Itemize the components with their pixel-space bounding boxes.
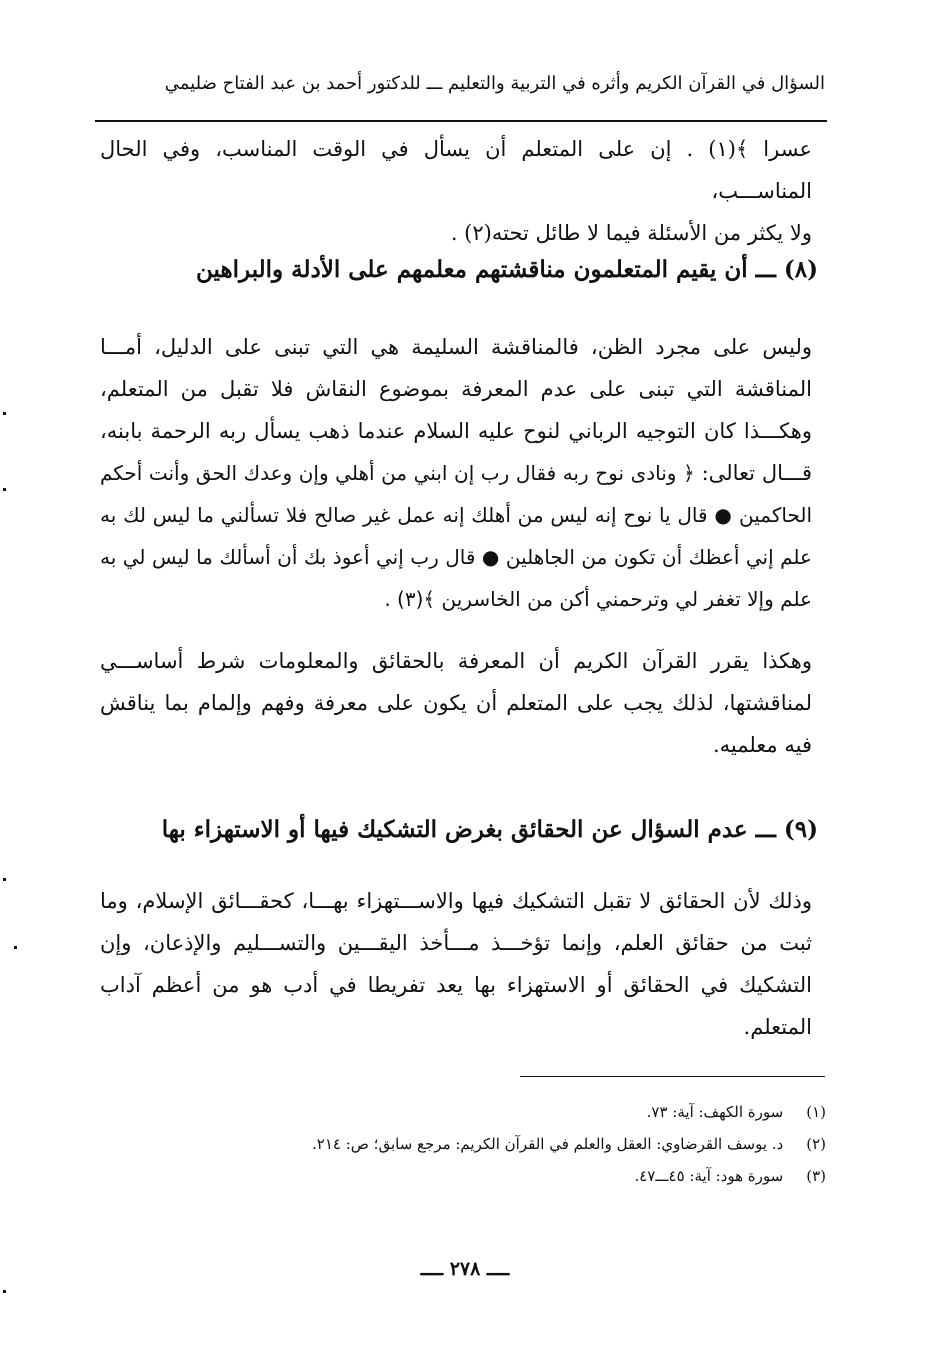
page-number: ــــ ٢٧٨ ــــ xyxy=(420,1258,510,1280)
footnote-text: د. يوسف القرضاوي: العقل والعلم في القرآن الكريم: مرجع سابق؛ ص: ٢١٤. xyxy=(312,1135,784,1153)
section-9-heading: (٩) ـــ عدم السؤال عن الحقائق بغرض التشكيك فيها أو الاستهزاء بها xyxy=(161,816,818,843)
scan-speck xyxy=(14,946,17,949)
scan-speck xyxy=(3,878,6,881)
continuation-line-2: ولا يكثر من الأسئلة فيما لا طائل تحته(٢) . xyxy=(450,221,812,245)
footnote-1 xyxy=(160,1096,826,1128)
scan-speck xyxy=(3,412,6,415)
footnote-number: (٣) xyxy=(806,1167,826,1185)
footnote-rule xyxy=(520,1076,825,1077)
section-8-text-1: وليس على مجرد الظن، فالمناقشة السليمة هي التي تبنى على الدليل، أمـــا المناقشة التي تبنى على عدم المعرفة بموضوع النقاش فلا تقبل من المتعلم، وهكـــذا كان التوجيه الرباني لنوح عليه السلام عندما ذهب يسأل ربه الرحمة بابنه، قـــال تعالى: xyxy=(100,335,812,485)
quran-verse: ﴿ ونادى نوح ربه فقال رب إن ابني من أهلي وإن وعدك الحق وأنت أحكم الحاكمين ● قال يا نوح إنه ليس من أهلك إنه عمل غير صالح فلا تسألني ما ليس لك به علم إني أعظك أن تكون من الجاهلين ● قال رب إني أعوذ بك أن أسألك ما ليس لي به علم وإلا تغفر لي وترحمني أكن من الخاسرين ﴾(٣) . xyxy=(100,461,812,611)
footnote-number: (١) xyxy=(806,1103,826,1121)
footnotes xyxy=(160,1096,826,1192)
section-8-conclusion: وهكذا يقرر القرآن الكريم أن المعرفة بالحقائق والمعلومات شرط أساســـي لمناقشتها، لذلك يجب على المتعلم أن يكون على معرفة وفهم وإلمام بما يناقش فيه معلميه. xyxy=(100,649,812,757)
footnote-text: سورة الكهف: آية: ٧٣. xyxy=(646,1103,784,1121)
continuation-line-1: عسرا ﴾(١) . إن على المتعلم أن يسأل في الوقت المناسب، وفي الحال المناســـب، xyxy=(100,137,812,203)
scan-speck xyxy=(3,488,6,491)
footnote-number: (٢) xyxy=(806,1135,826,1153)
section-8-body xyxy=(100,326,812,620)
running-header: السؤال في القرآن الكريم وأثره في التربية والتعليم ـــ للدكتور أحمد بن عبد الفتاح ضليمي xyxy=(164,73,825,94)
section-9-body: وذلك لأن الحقائق لا تقبل التشكيك فيها والاســـتهزاء بهـــا، كحقـــائق الإسلام، وما ثبت من حقائق العلم، وإنما تؤخـــذ مـــأخذ اليقـــين والتســـليم والإذعان، وإن التشكيك في الحقائق أو الاستهزاء بها يعد تفريطا في أدب هو من أعظم آداب المتعلم. xyxy=(100,889,813,1039)
footnote-3 xyxy=(160,1160,826,1192)
continuation-paragraph xyxy=(100,128,812,254)
footnote-2 xyxy=(160,1128,826,1160)
header-rule xyxy=(95,120,827,122)
scan-speck xyxy=(3,1290,6,1293)
footnote-text: سورة هود: آية: ٤٥ـــ٤٧. xyxy=(634,1167,784,1185)
section-8-heading: (٨) ـــ أن يقيم المتعلمون مناقشتهم معلمهم على الأدلة والبراهين xyxy=(196,256,818,283)
